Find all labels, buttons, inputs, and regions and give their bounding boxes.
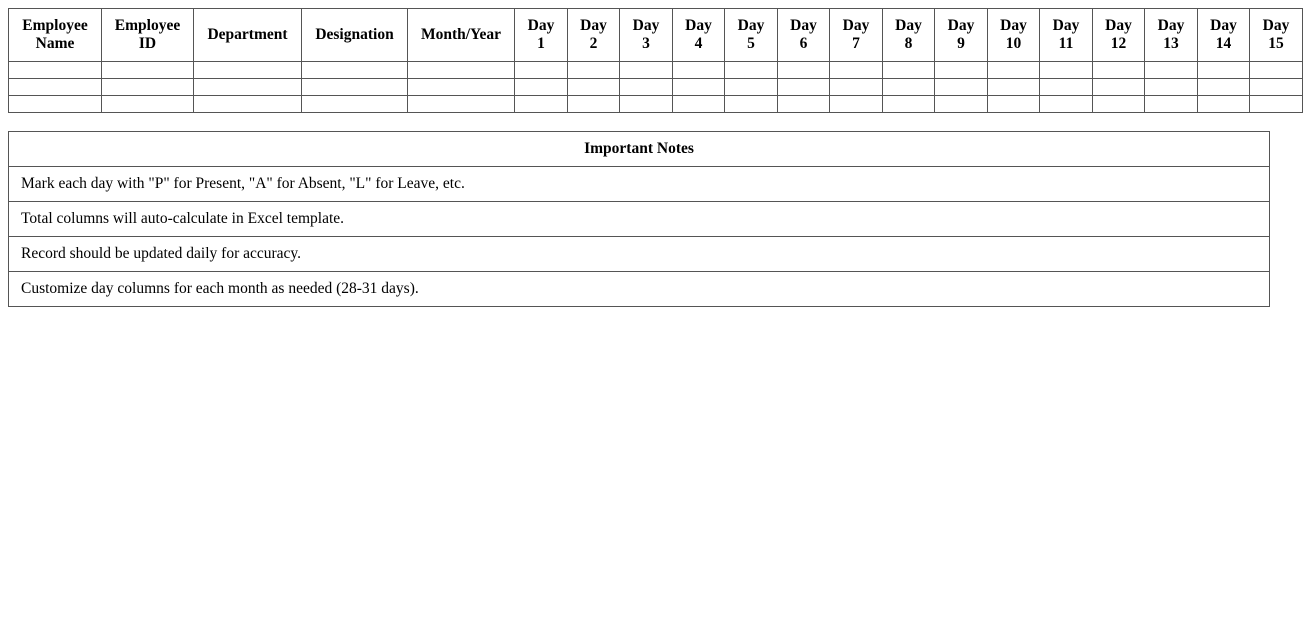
column-header-line2: 12 (1110, 35, 1127, 52)
column-header (9, 9, 102, 62)
attendance-table (8, 8, 1303, 113)
table-cell[interactable] (1145, 62, 1198, 79)
table-cell[interactable] (1250, 62, 1303, 79)
column-header-line2: 11 (1058, 35, 1074, 52)
table-cell[interactable] (1040, 96, 1093, 113)
attendance-body (9, 62, 1303, 113)
table-cell[interactable] (883, 96, 935, 113)
notes-body (9, 167, 1270, 307)
table-cell[interactable] (883, 62, 935, 79)
column-header (725, 9, 778, 62)
table-cell[interactable] (1198, 96, 1250, 113)
column-header-line2: 15 (1268, 35, 1284, 52)
column-header (302, 9, 408, 62)
column-header-line1: Day (527, 17, 555, 34)
column-header (102, 9, 194, 62)
table-cell[interactable] (568, 96, 620, 113)
column-header (1145, 9, 1198, 62)
column-header (1250, 9, 1303, 62)
column-header-line1: Employee (114, 17, 181, 34)
table-cell[interactable] (988, 79, 1040, 96)
table-cell[interactable] (778, 96, 830, 113)
column-header-line1: Day (895, 17, 922, 34)
column-header (830, 9, 883, 62)
column-header (1198, 9, 1250, 62)
column-header-line2: 5 (747, 35, 755, 52)
column-header-line1: Employee (22, 17, 88, 34)
table-cell[interactable] (1250, 79, 1303, 96)
table-cell[interactable] (568, 62, 620, 79)
column-header-line2: 2 (589, 35, 598, 52)
note-item: Customize day columns for each month as needed (28-31 days). (9, 272, 1270, 307)
table-cell[interactable] (935, 62, 988, 79)
table-cell[interactable] (778, 79, 830, 96)
column-header (778, 9, 830, 62)
column-header-line1: Day (1262, 17, 1290, 34)
table-cell[interactable] (1040, 62, 1093, 79)
table-cell[interactable] (778, 62, 830, 79)
column-header (620, 9, 673, 62)
note-item: Mark each day with "P" for Present, "A" for Absent, "L" for Leave, etc. (9, 167, 1270, 202)
table-cell[interactable] (620, 62, 673, 79)
table-cell[interactable] (9, 96, 102, 113)
table-row (9, 79, 1303, 96)
notes-header-row (9, 132, 1270, 167)
table-cell[interactable] (302, 62, 408, 79)
table-cell[interactable] (568, 79, 620, 96)
table-cell[interactable] (1198, 62, 1250, 79)
column-header (1040, 9, 1093, 62)
column-header-line1: Day (1105, 17, 1132, 34)
column-header-line2: Name (35, 35, 75, 52)
table-cell[interactable] (515, 96, 568, 113)
column-header-line1: Day (632, 17, 660, 34)
column-header-line2: ID (138, 35, 157, 52)
column-header-line1: Day (790, 17, 817, 34)
column-header-line1: Day (947, 17, 975, 34)
table-cell[interactable] (1093, 96, 1145, 113)
table-cell[interactable] (935, 79, 988, 96)
table-row (9, 96, 1303, 113)
note-row (9, 202, 1270, 237)
column-header-line1: Day (1000, 17, 1027, 34)
column-header-line2: 14 (1215, 35, 1232, 52)
note-item: Total columns will auto-calculate in Excel template. (9, 202, 1270, 237)
column-header-line1: Day (1157, 17, 1185, 34)
column-header-line2: 6 (799, 35, 808, 52)
column-header-line1: Day (1210, 17, 1237, 34)
table-cell[interactable] (1145, 96, 1198, 113)
column-header-line1: Department (207, 26, 288, 43)
table-cell[interactable] (102, 62, 194, 79)
column-header-line1: Month/Year (420, 26, 502, 43)
column-header (988, 9, 1040, 62)
table-cell[interactable] (725, 96, 778, 113)
table-cell[interactable] (988, 62, 1040, 79)
table-cell[interactable] (1093, 62, 1145, 79)
table-cell[interactable] (9, 62, 102, 79)
table-cell[interactable] (102, 96, 194, 113)
notes-title: Important Notes (9, 132, 1270, 167)
table-cell[interactable] (194, 96, 302, 113)
table-cell[interactable] (1250, 96, 1303, 113)
table-cell[interactable] (302, 79, 408, 96)
table-cell[interactable] (673, 62, 725, 79)
column-header-line1: Day (737, 17, 765, 34)
table-cell[interactable] (935, 96, 988, 113)
table-cell[interactable] (673, 79, 725, 96)
column-header (883, 9, 935, 62)
column-header-line2: 13 (1163, 35, 1179, 52)
table-cell[interactable] (725, 79, 778, 96)
table-cell[interactable] (408, 96, 515, 113)
table-cell[interactable] (883, 79, 935, 96)
table-cell[interactable] (408, 79, 515, 96)
column-header-line2: 3 (642, 35, 650, 52)
table-cell[interactable] (515, 79, 568, 96)
table-cell[interactable] (515, 62, 568, 79)
column-header-line2: 4 (694, 35, 703, 52)
column-header (1093, 9, 1145, 62)
table-cell[interactable] (194, 62, 302, 79)
column-header-line1: Day (842, 17, 870, 34)
note-row (9, 167, 1270, 202)
column-header-line2: 1 (537, 35, 545, 52)
column-header-line2: 7 (852, 35, 860, 52)
table-cell[interactable] (673, 96, 725, 113)
column-header (568, 9, 620, 62)
table-cell[interactable] (830, 62, 883, 79)
table-cell[interactable] (988, 96, 1040, 113)
table-cell[interactable] (830, 96, 883, 113)
table-cell[interactable] (9, 79, 102, 96)
table-cell[interactable] (1198, 79, 1250, 96)
note-row (9, 272, 1270, 307)
column-header (673, 9, 725, 62)
table-cell[interactable] (620, 96, 673, 113)
table-row (9, 62, 1303, 79)
column-header-line2: 9 (957, 35, 965, 52)
header-row (9, 9, 1303, 62)
table-cell[interactable] (725, 62, 778, 79)
note-item: Record should be updated daily for accuracy. (9, 237, 1270, 272)
table-cell[interactable] (830, 79, 883, 96)
column-header (935, 9, 988, 62)
column-header-line1: Day (685, 17, 712, 34)
table-cell[interactable] (1093, 79, 1145, 96)
column-header (408, 9, 515, 62)
column-header (515, 9, 568, 62)
column-header (194, 9, 302, 62)
column-header-line1: Designation (315, 26, 394, 43)
table-cell[interactable] (194, 79, 302, 96)
table-cell[interactable] (1040, 79, 1093, 96)
important-notes-table (8, 131, 1270, 307)
table-cell[interactable] (102, 79, 194, 96)
column-header-line1: Day (1052, 17, 1080, 34)
table-cell[interactable] (408, 62, 515, 79)
column-header-line1: Day (580, 17, 607, 34)
table-cell[interactable] (302, 96, 408, 113)
table-cell[interactable] (1145, 79, 1198, 96)
table-cell[interactable] (620, 79, 673, 96)
note-row (9, 237, 1270, 272)
column-header-line2: 10 (1005, 35, 1022, 52)
column-header-line2: 8 (904, 35, 913, 52)
